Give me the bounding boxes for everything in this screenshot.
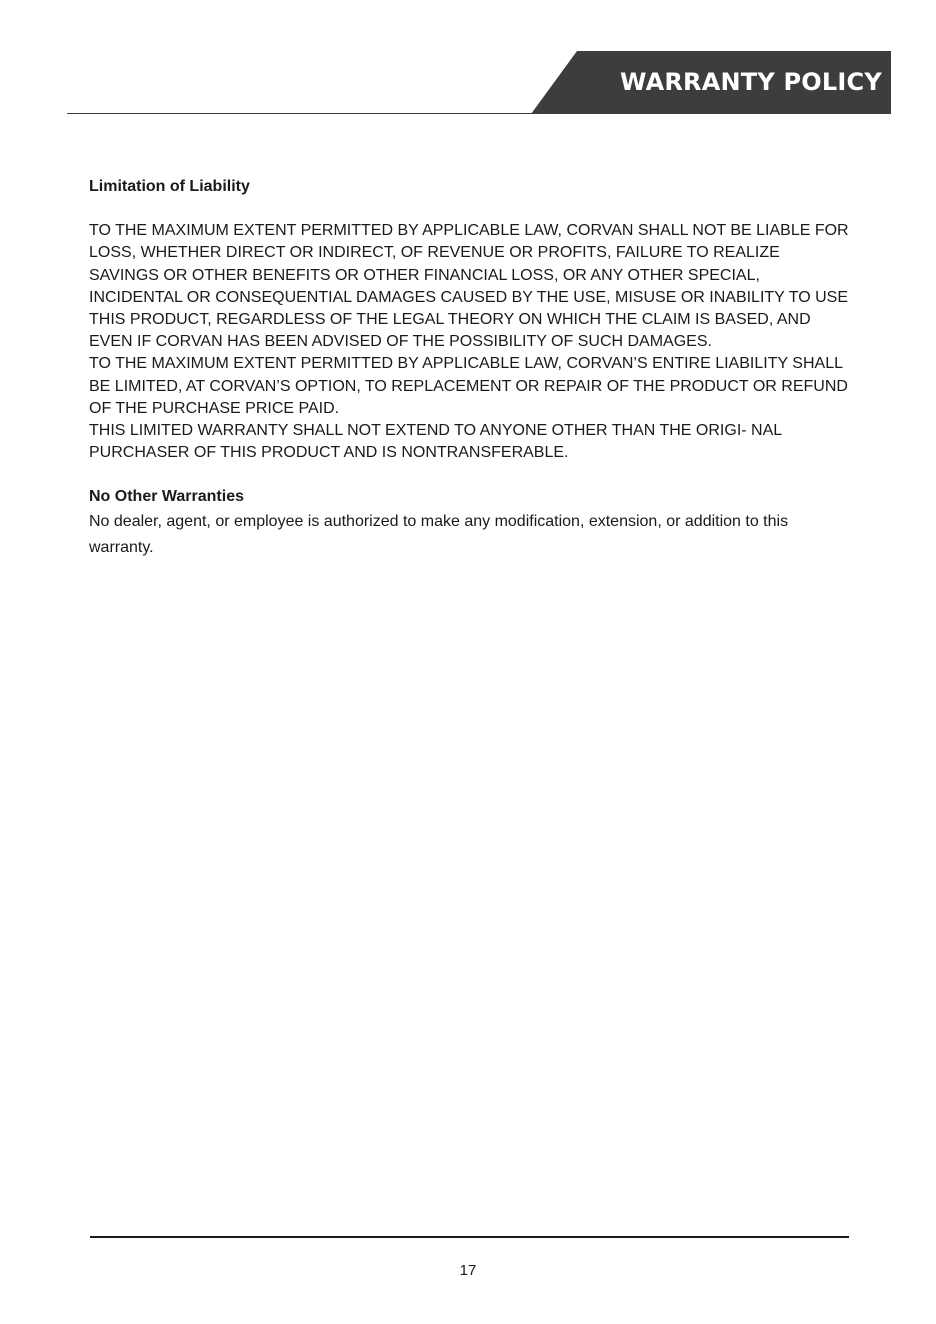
paragraph: TO THE MAXIMUM EXTENT PERMITTED BY APPLICABLE LAW, CORVAN SHALL NOT BE LIABLE FOR LOSS, WHETHER DIRECT OR INDIRECT, OF REVENUE OR PROFITS, FAILURE TO REALIZE SAVINGS OR OTHER BENEFITS OR OTHER FINANCIAL LOSS, OR ANY OTHER SPECIAL, INCIDENTAL OR CONSEQUENTIAL DAMAGES CAUSED BY THE USE, MISUSE OR INABILITY TO USE THIS PRODUCT, REGARDLESS OF THE LEGAL THEORY ON WHICH THE CLAIM IS BASED, AND EVEN IF CORVAN HAS BEEN ADVISED OF THE POSSIBILITY OF SUCH DAMAGES. (89, 222, 849, 351)
page-number: 17 (459, 1262, 477, 1279)
page-title: WARRANTY POLICY (620, 68, 882, 96)
paragraph: THIS LIMITED WARRANTY SHALL NOT EXTEND TO ANYONE OTHER THAN THE ORIGI- NAL PURCHASER OF THIS PRODUCT AND IS NONTRANSFERABLE. (89, 422, 782, 462)
section-heading: No Other Warranties (89, 488, 244, 506)
footer-divider (90, 1236, 849, 1238)
document-body (89, 176, 849, 561)
paragraph: No dealer, agent, or employee is authorized to make any modification, extension, or addition to this warranty. (89, 512, 789, 556)
section-heading: Limitation of Liability (89, 178, 250, 195)
paragraph: TO THE MAXIMUM EXTENT PERMITTED BY APPLICABLE LAW, CORVAN’S ENTIRE LIABILITY SHALL BE LIMITED, AT CORVAN’S OPTION, TO REPLACEMENT OR REPAIR OF THE PRODUCT OR REFUND OF THE PURCHASE PRICE PAID. (89, 355, 848, 417)
section-no-other-warranties (89, 486, 849, 560)
header-divider (67, 113, 891, 114)
section-limitation-of-liability (89, 176, 849, 464)
